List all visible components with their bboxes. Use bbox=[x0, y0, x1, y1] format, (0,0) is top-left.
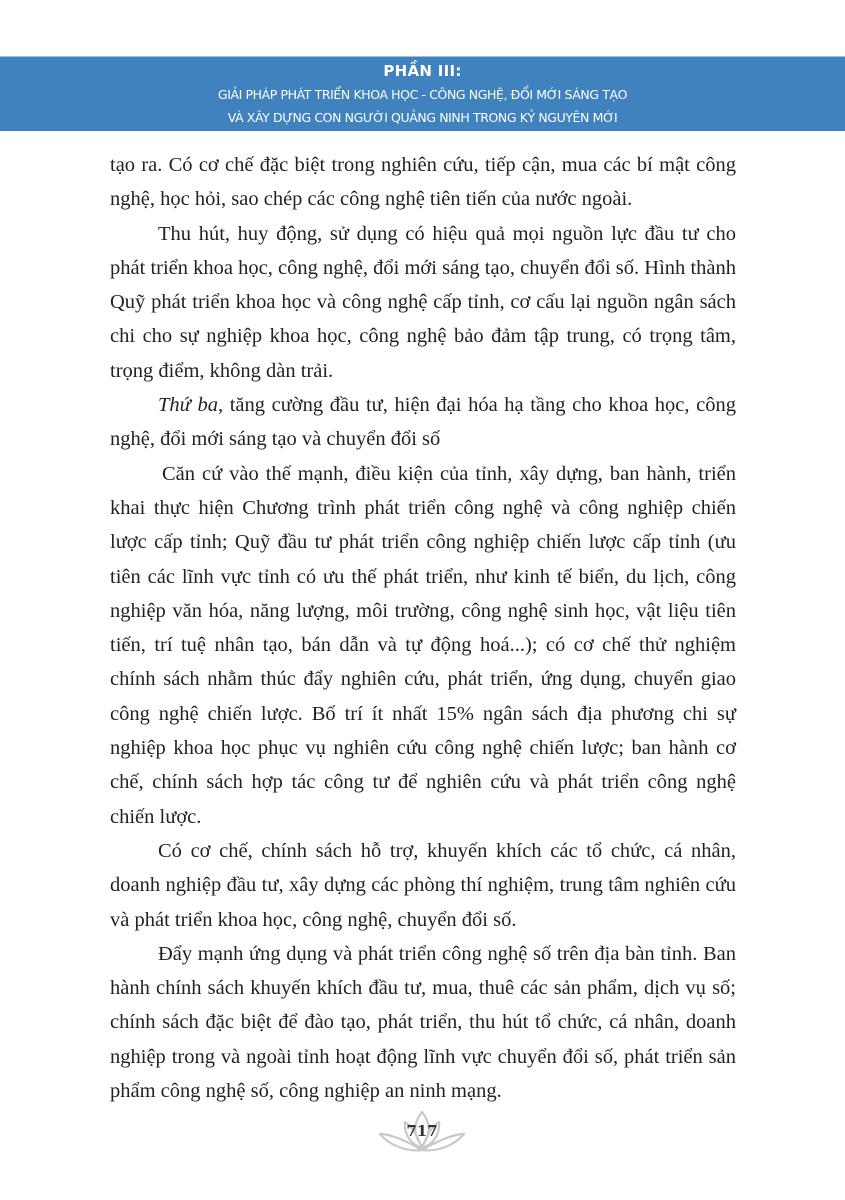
paragraph-third-point bbox=[110, 388, 736, 457]
italic-lead: Thứ ba, bbox=[158, 394, 224, 417]
section-header-band bbox=[0, 56, 845, 131]
paragraph: Thu hút, huy động, sử dụng có hiệu quả mọi nguồn lực đầu tư cho phát triển khoa học, công nghệ, đổi mới sáng tạo, chuyển đổi số. Hình thành Quỹ phát triển khoa học và công nghệ cấp tỉnh, cơ cấu lại nguồn ngân sách chi cho sự nghiệp khoa học, công nghệ bảo đảm tập trung, có trọng tâm, trọng điểm, không dàn trải. bbox=[110, 222, 736, 382]
body-text bbox=[110, 148, 736, 1108]
paragraph-continuation: tạo ra. Có cơ chế đặc biệt trong nghiên cứu, tiếp cận, mua các bí mật công nghệ, học hỏi, sao chép các công nghệ tiên tiến của nước ngoài. bbox=[110, 154, 736, 211]
section-subtitle-line-2: VÀ XÂY DỰNG CON NGƯỜI QUẢNG NINH TRONG KỶ NGUYÊN MỚI bbox=[227, 110, 618, 125]
paragraph: Có cơ chế, chính sách hỗ trợ, khuyến khích các tổ chức, cá nhân, doanh nghiệp đầu tư, xây dựng các phòng thí nghiệm, trung tâm nghiên cứu và phát triển khoa học, công nghệ, chuyển đổi số. bbox=[110, 839, 736, 931]
paragraph: Căn cứ vào thế mạnh, điều kiện của tỉnh, xây dựng, ban hành, triển khai thực hiện Chương trình phát triển công nghệ và công nghiệp chiến lược cấp tỉnh; Quỹ đầu tư phát triển công nghiệp chiến lược cấp tỉnh (ưu tiên các lĩnh vực tỉnh có ưu thế phát triển, như kinh tế biển, du lịch, công nghiệp văn hóa, năng lượng, môi trường, công nghệ sinh học, vật liệu tiên tiến, trí tuệ nhân tạo, bán dẫn và tự động hoá...); có cơ chế thử nghiệm chính sách nhằm thúc đẩy nghiên cứu, phát triển, ứng dụng, chuyển giao công nghệ chiến lược. Bố trí ít nhất 15% ngân sách địa phương chi sự nghiệp khoa học phục vụ nghiên cứu công nghệ chiến lược; ban hành cơ chế, chính sách hợp tác công tư để nghiên cứu và phát triển công nghệ chiến lược. bbox=[110, 462, 736, 828]
section-subtitle-line-1: GIẢI PHÁP PHÁT TRIỂN KHOA HỌC - CÔNG NGHỆ, ĐỔI MỚI SÁNG TẠO bbox=[217, 87, 628, 102]
part-title: PHẦN III: bbox=[383, 62, 462, 80]
page-number: 717 bbox=[406, 1122, 438, 1140]
page-footer bbox=[372, 1108, 472, 1158]
paragraph-text: tăng cường đầu tư, hiện đại hóa hạ tầng cho khoa học, công nghệ, đổi mới sáng tạo và chuyển đổi số bbox=[110, 394, 736, 451]
paragraph: Đẩy mạnh ứng dụng và phát triển công nghệ số trên địa bàn tỉnh. Ban hành chính sách khuyến khích đầu tư, mua, thuê các sản phẩm, dịch vụ số; chính sách đặc biệt để đào tạo, phát triển, thu hút tổ chức, cá nhân, doanh nghiệp trong và ngoài tỉnh hoạt động lĩnh vực chuyển đổi số, phát triển sản phẩm công nghệ số, công nghiệp an ninh mạng. bbox=[110, 942, 736, 1103]
